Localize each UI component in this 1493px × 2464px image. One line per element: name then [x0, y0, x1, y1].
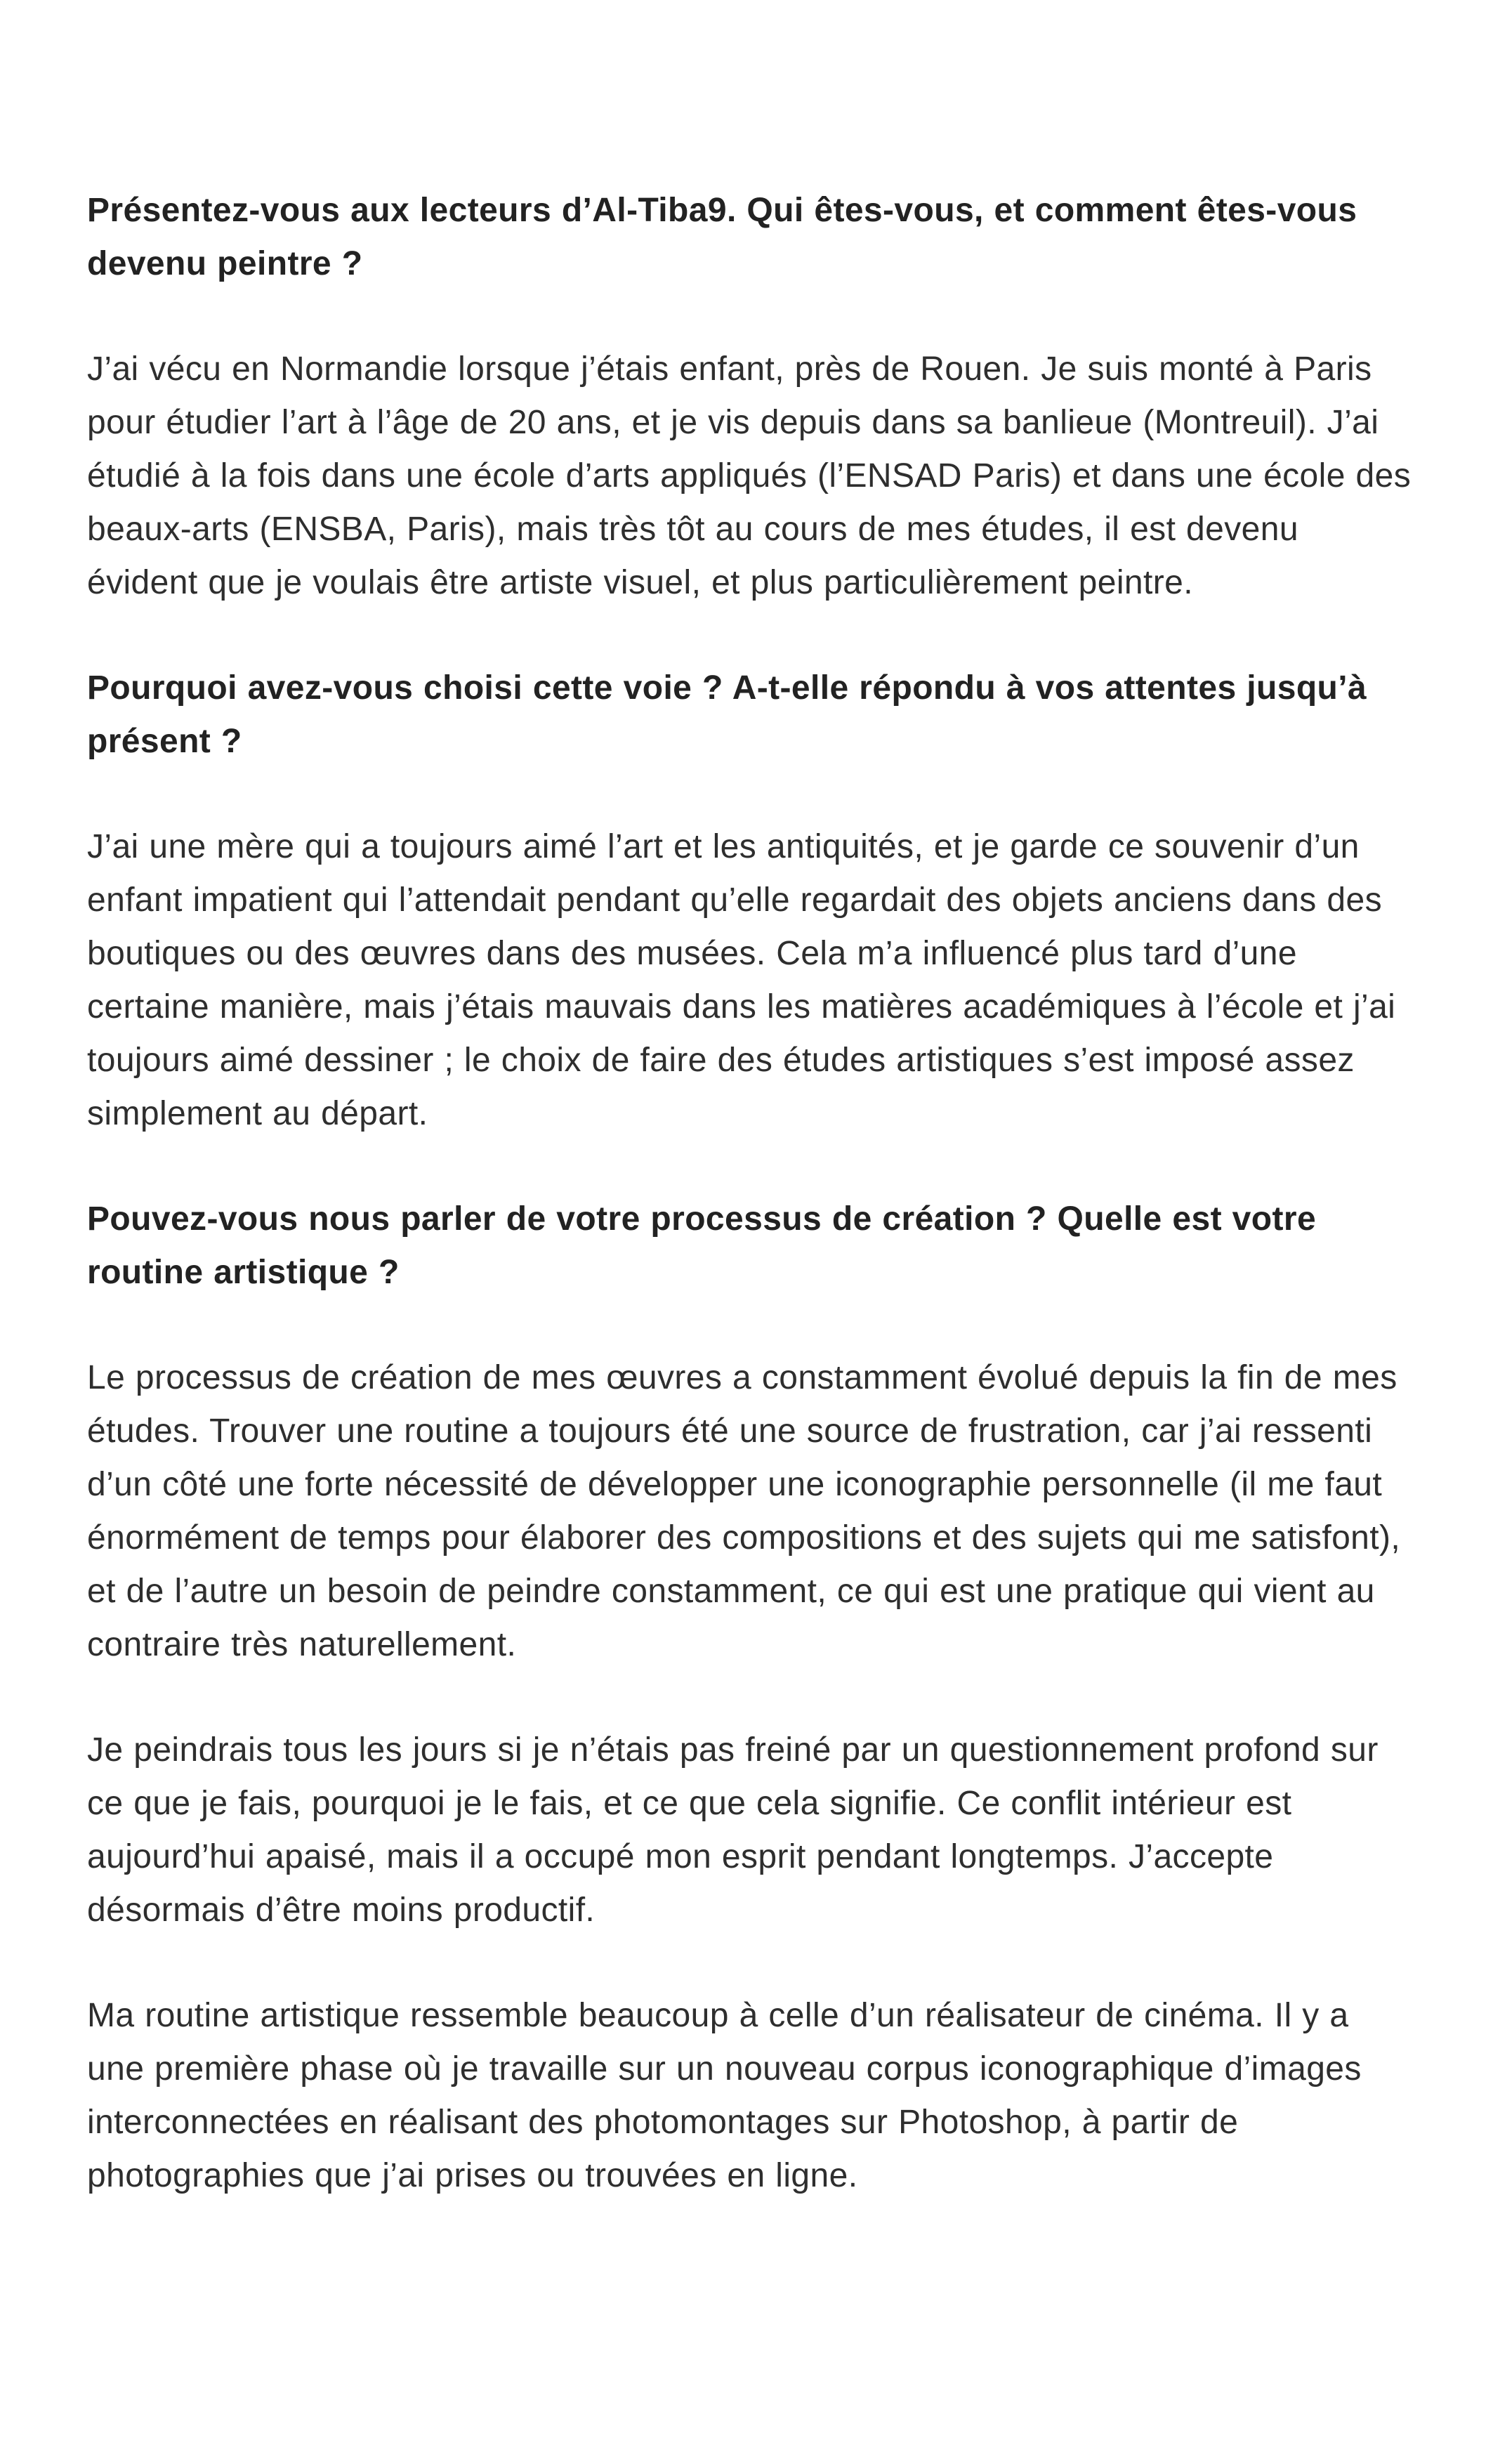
answer-paragraph: Je peindrais tous les jours si je n’étais pas freiné par un questionnement profond sur ce que je fais, pourquoi je le fais, et ce que cela signifie. Ce conflit intérieur est aujourd’hui apaisé, mais il a occupé mon esprit pendant longtemps. J’accepte désormais d’être moins productif. — [87, 1731, 1379, 1929]
answer-paragraph: J’ai vécu en Normandie lorsque j’étais enfant, près de Rouen. Je suis monté à Paris pour étudier l’art à l’âge de 20 ans, et je vis depuis dans sa banlieue (Montreuil). J’ai étudié à la fois dans une école d’arts appliqués (l’ENSAD Paris) et dans une école des beaux-arts (ENSBA, Paris), mais très tôt au cours de mes études, il est devenu évident que je voulais être artiste visuel, et plus particulièrement peintre. — [87, 350, 1412, 601]
interview-text — [87, 184, 1414, 2203]
question-paragraph: Présentez-vous aux lecteurs d’Al-Tiba9. Qui êtes-vous, et comment êtes-vous devenu peintre ? — [87, 192, 1357, 282]
answer-paragraph: Ma routine artistique ressemble beaucoup à celle d’un réalisateur de cinéma. Il y a une première phase où je travaille sur un nouveau corpus iconographique d’images interconnectées en réalisant des photomontages sur Photoshop, à partir de photographies que j’ai prises ou trouvées en ligne. — [87, 1997, 1362, 2194]
answer-paragraph: J’ai une mère qui a toujours aimé l’art et les antiquités, et je garde ce souvenir d’un enfant impatient qui l’attendait pendant qu’elle regardait des objets anciens dans des boutiques ou des œuvres dans des musées. Cela m’a influencé plus tard d’une certaine manière, mais j’étais mauvais dans les matières académiques à l’école et j’ai toujours aimé dessiner ; le choix de faire des études artistiques s’est imposé assez simplement au départ. — [87, 828, 1396, 1132]
question-paragraph: Pourquoi avez-vous choisi cette voie ? A-t-elle répondu à vos attentes jusqu’à présent ? — [87, 669, 1367, 760]
question-paragraph: Pouvez-vous nous parler de votre processus de création ? Quelle est votre routine artistique ? — [87, 1200, 1317, 1291]
answer-paragraph: Le processus de création de mes œuvres a constamment évolué depuis la fin de mes études. Trouver une routine a toujours été une source de frustration, car j’ai ressenti d’un côté une forte nécessité de développer une iconographie personnelle (il me faut énormément de temps pour élaborer des compositions et des sujets qui me satisfont), et de l’autre un besoin de peindre constamment, ce qui est une pratique qui vient au contraire très naturellement. — [87, 1359, 1401, 1663]
